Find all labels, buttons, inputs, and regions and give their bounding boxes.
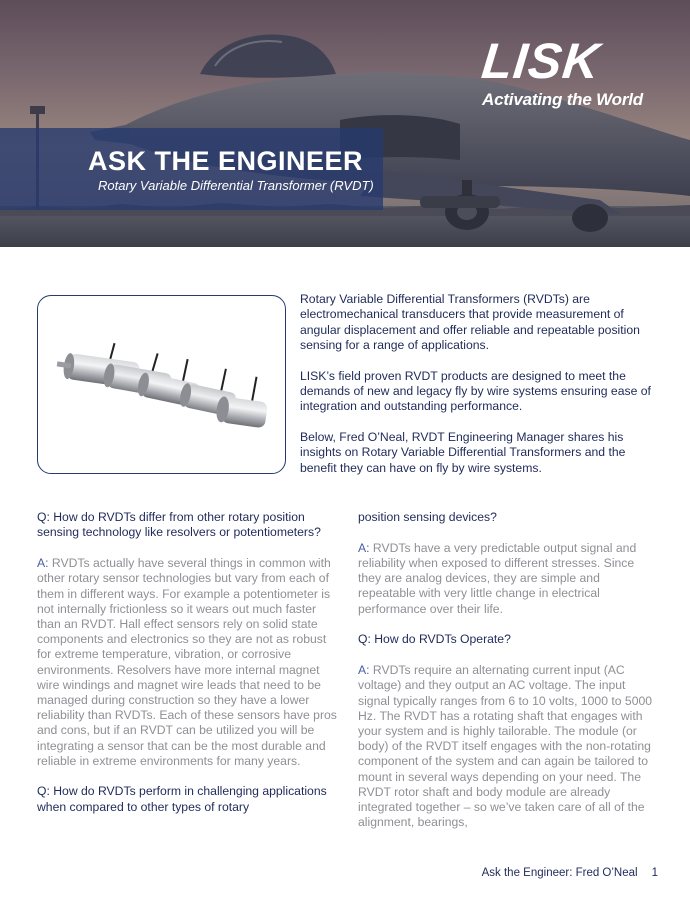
question: Q: How do RVDTs Operate?: [358, 632, 511, 647]
page-number: 1: [651, 867, 658, 879]
answer-text: RVDTs have a very predictable output signal and reliability when exposed to different stresses. Since they are analog devices, they are simple and repeatable with very little change in electrical performance over their life.: [358, 540, 637, 616]
answer-label: A:: [37, 556, 49, 571]
answer-text: RVDTs require an alternating current input (AC voltage) and they output an AC voltage. The input signal typically ranges from 6 to 10 volts, 1000 to 5000 Hz. The RVDT has a rotating shaft that engages with your system and is highly tailorable. The module (or body) of the RVDT itself engages with the non-rotating component of the system and can again be tailored to mount in several ways depending on your need. The RVDT rotor shaft and body module are already integrated together – so we’ve taken care of all of the alignment, bearings,: [358, 663, 653, 830]
intro-text: [300, 292, 660, 491]
answer: [358, 663, 658, 830]
rvdt-products-photo: [38, 296, 284, 472]
product-image-frame: [37, 295, 286, 474]
answer-text: RVDTs actually have several things in common with other rotary sensor technologies but vary from each of them in different ways. For example a potentiometer is not internally frictionless so it wears out much faster than an RVDT. Hall effect sensors rely on solid state components and electronics so they are not as robust for extreme temperature, vibration, or corrosive environments. Resolvers have more internal magnet wire windings and magnet wire leads that need to be managed during construction so they have a lower reliability than RVDTs. Each of these sensors have pros and cons, but if an RVDT can be utilized you will be integrating a sensor that can be the most durable and reliable in extreme environments for many years.: [37, 556, 337, 768]
question: Q: How do RVDTs differ from other rotary position sensing technology like resolvers or potentiometers?: [37, 510, 321, 540]
logo-tagline: Activating the World: [482, 90, 643, 109]
hero-banner: [0, 0, 690, 247]
intro-paragraph: Below, Fred O’Neal, RVDT Engineering Manager shares his insights on Rotary Variable Differential Transformers and the benefit they can have on fly by wire systems.: [300, 430, 626, 475]
lisk-logo: LISK: [479, 33, 603, 89]
answer: [37, 556, 337, 769]
page-title: ASK THE ENGINEER: [88, 146, 364, 176]
question: Q: How do RVDTs perform in challenging applications when compared to other types of rotary: [37, 784, 327, 814]
answer: [358, 541, 658, 617]
answer-label: A:: [358, 540, 370, 555]
page-footer: [482, 867, 658, 879]
intro-paragraph: Rotary Variable Differential Transformers (RVDTs) are electromechanical transducers that provide measurement of angular displacement and offer reliable and repeatable position sensing for a range of applications.: [300, 292, 640, 352]
footer-label: Ask the Engineer: Fred O’Neal: [481, 867, 638, 879]
intro-paragraph: LISK’s field proven RVDT products are designed to meet the demands of new and legacy fly by wire systems ensuring ease of integration and outstanding performance.: [300, 368, 651, 414]
question-continued: position sensing devices?: [358, 510, 497, 524]
answer-label: A:: [358, 663, 370, 678]
qa-column-right: [358, 510, 658, 846]
qa-column-left: [37, 510, 337, 831]
page-subtitle: Rotary Variable Differential Transformer (RVDT): [98, 178, 374, 193]
